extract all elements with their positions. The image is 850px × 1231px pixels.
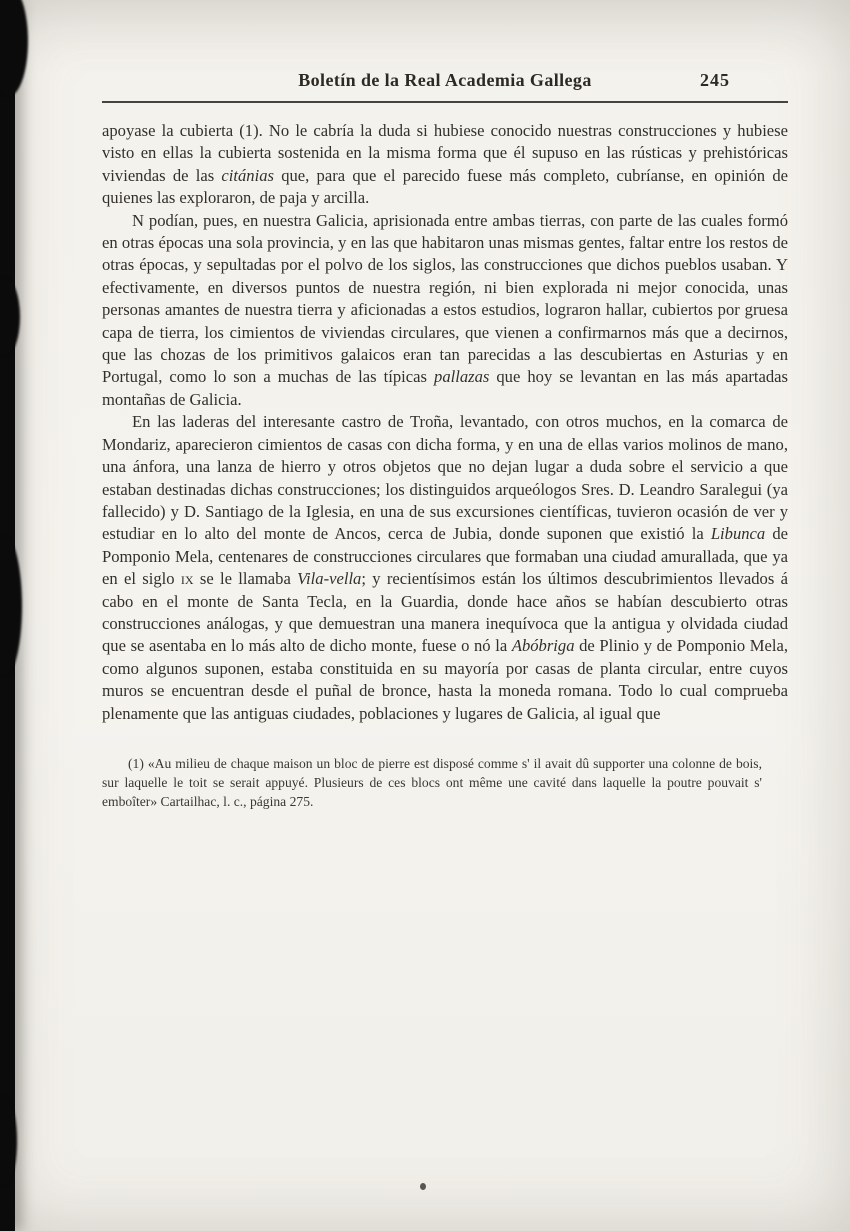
italic-term: pallazas (434, 367, 490, 387)
italic-term: citánias (221, 165, 274, 185)
footnote-paragraph (102, 755, 762, 811)
ink-speck (420, 1183, 426, 1190)
smallcaps-numeral: ix (180, 569, 194, 589)
binding-smudge (0, 0, 28, 96)
text-run: que hoy se levantan en las más apartadas montañas de Galicia. (102, 367, 788, 409)
paragraph (102, 210, 788, 412)
italic-term: Vila-vella (297, 569, 362, 589)
text-run: (1) «Au milieu de chaque maison un bloc de pierre est disposé comme s' il avait dû supporter una colonne de bois, sur laquelle le toit se serait appuyé. Plusieurs de ces blocs ont même une cavité dans laquelle la poutre pouvait s' emboîter» Cartailhac, l. c., página 275. (102, 755, 762, 809)
header-rule (102, 101, 788, 103)
italic-term: Abóbriga (511, 636, 575, 656)
paragraph (102, 120, 788, 210)
italic-term: Libunca (710, 524, 766, 544)
page-number: 245 (700, 70, 730, 90)
journal-title: Boletín de la Real Academia Gallega (298, 70, 592, 90)
footnote (102, 755, 762, 811)
page-content (102, 70, 788, 811)
text-run: apoyase la cubierta (1). No le cabría la duda si hubiese conocido nuestras construcciones y hubiese visto en ellas la cubierta sostenida en la misma forma que él supuso en las rústicas y prehistóricas viviendas de las (102, 121, 788, 185)
binding-smudge (0, 278, 20, 356)
text-run: se le llamaba (193, 569, 298, 589)
paragraph (102, 411, 788, 725)
binding-smudge (0, 536, 22, 676)
text-run: de Plinio y de Pomponio Mela, como algunos suponen, estaba constituida en su mayoría por casas de planta circular, entre cuyos muros se encuentran desde el puñal de bronce, hasta la moneda romana. Todo lo cual comprueba plenamente que las antiguas ciudades, poblaciones y lugares de Galicia, al igual que (102, 636, 788, 723)
body-text (102, 120, 788, 725)
text-run: En las laderas del interesante castro de Troña, levantado, con otros muchos, en la comarca de Mondariz, aparecieron cimientos de casas con dicha forma, y en una de ellas varios molinos de mano, una ánfora, una lanza de hierro y otros objetos que no dejan lugar a duda sobre el servicio a que estaban destinadas dichas construcciones; los distinguidos arqueólogos Sres. D. Leandro Saralegui (ya fallecido) y D. Santiago de la Iglesia, en una de sus excursiones científicas, tuvieron ocasión de ver y estudiar en lo alto del monte de Ancos, cerca de Jubia, donde suponen que existió la (102, 412, 788, 544)
text-run: N podían, pues, en nuestra Galicia, aprisionada entre ambas tierras, con parte de las cuales formó en otras épocas una sola provincia, y en las que habitaron unas mismas gentes, faltar entre los restos de otras épocas, y sepultadas por el polvo de los siglos, las construcciones que dichos pueblos usaban. Y efectivamente, en diversos puntos de nuestra región, ni bien explorada ni mejor conocida, unas personas amantes de nuestra tierra y aficionadas a estos estudios, lograron hallar, cubiertos por gruesa capa de tierra, los cimientos de viviendas circulares, que vienen a confirmarnos más que a decirnos, que las chozas de los primitivos galaicos eran tan parecidas a las descubiertas en Asturias y en Portugal, como lo son a muchas de las típicas (102, 210, 788, 387)
page-header (102, 70, 788, 94)
text-run: ; y recientísimos están los últimos descubrimientos llevados á cabo en el monte de Santa Tecla, en la Guardia, donde hace años se habían descubierto otras construcciones análogas, y que demuestran una manera inequívoca que la antigua y olvidada ciudad que se asentaba en lo más alto de dicho monte, fuese o nó la (102, 569, 788, 656)
text-run: que, para que el parecido fuese más completo, cubríanse, en opinión de quienes las exploraron, de paja y arcilla. (102, 165, 788, 208)
text-run: de Pomponio Mela, centenares de construcciones circulares que formaban una ciudad amurallada, que ya en el siglo (102, 524, 789, 589)
